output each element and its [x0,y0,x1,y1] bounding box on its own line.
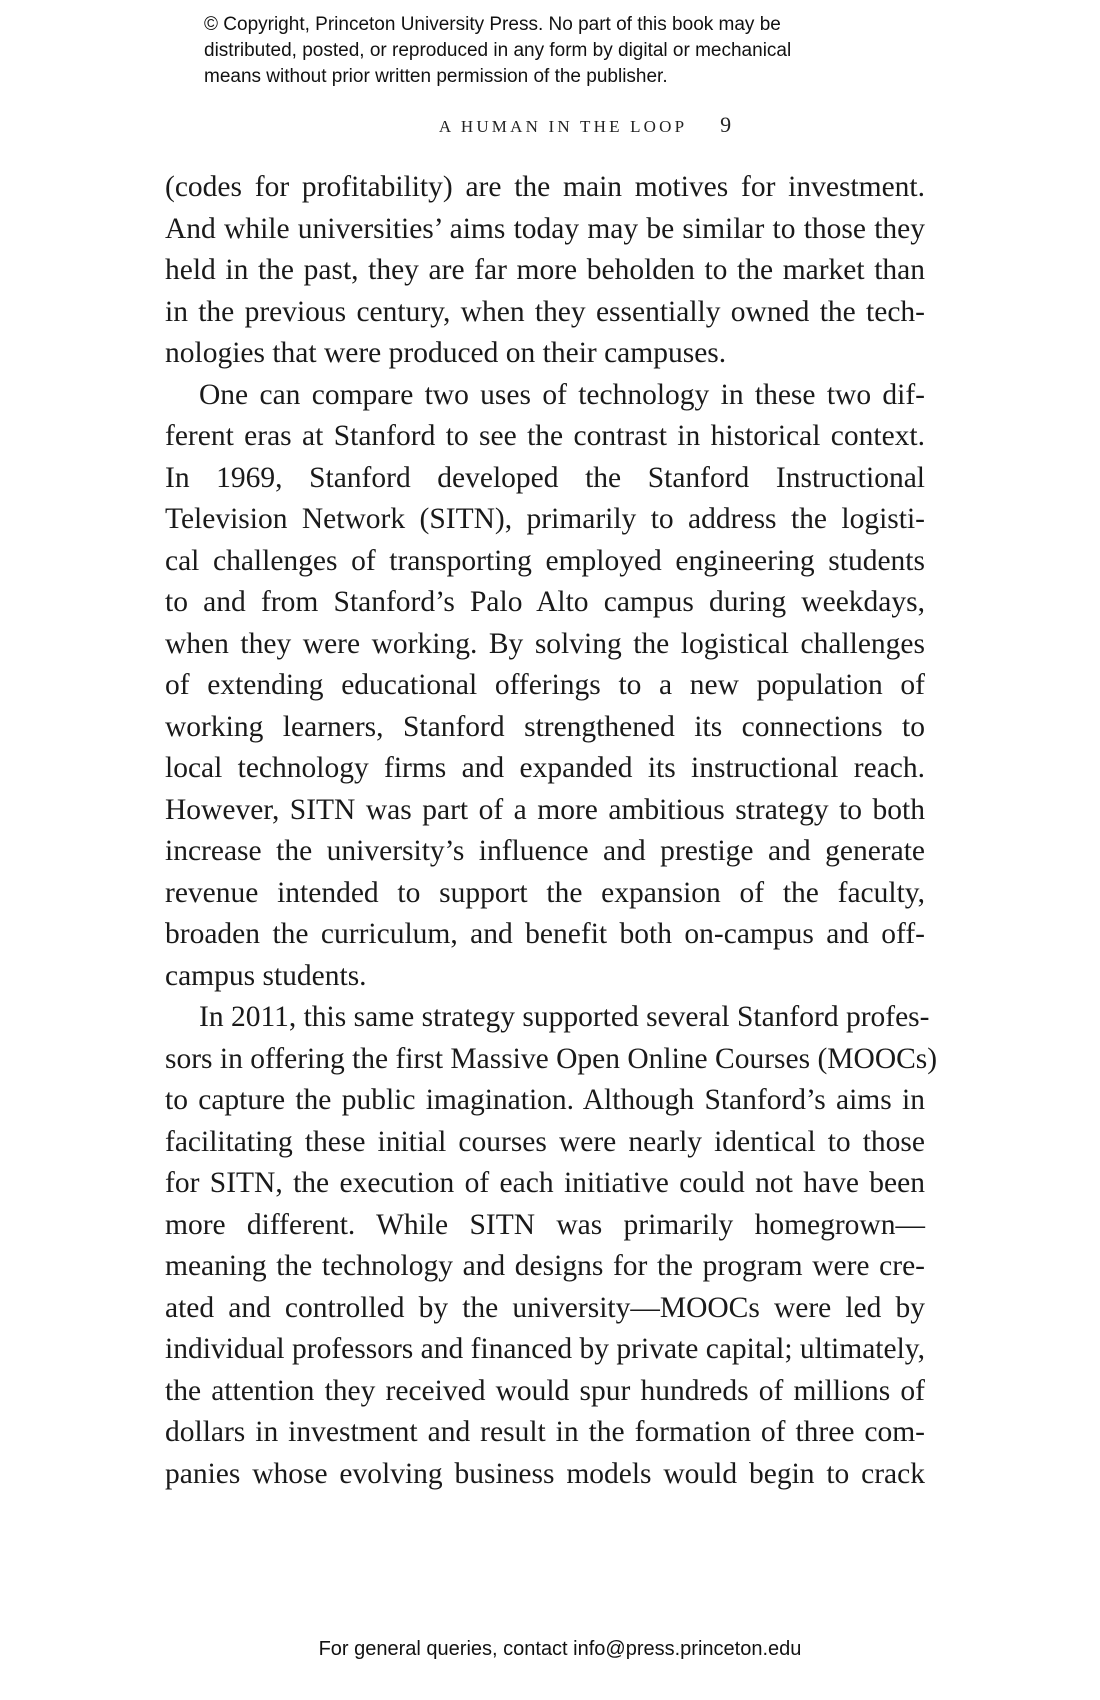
text-line: However, SITN was part of a more ambitious strategy to both [165,793,925,826]
text-line: the attention they received would spur hundreds of millions of [165,1374,925,1407]
text-line: In 1969, Stanford developed the Stanford Instructional [165,461,925,494]
text-line: ferent eras at Stanford to see the contrast in historical context. [165,420,925,452]
text-line: broaden the curriculum, and benefit both on-campus and off- [165,918,925,950]
text-line: Television Network (SITN), primarily to address the logisti- [165,503,925,535]
text-line: revenue intended to support the expansion of the faculty, [165,876,925,909]
text-line: of extending educational offerings to a new population of [165,669,925,701]
body-text [165,167,938,1495]
text-line: nologies that were produced on their campuses. [165,337,727,369]
text-line: ated and controlled by the university—MOOCs were led by [165,1291,925,1324]
text-line: held in the past, they are far more beholden to the market than [165,254,925,286]
text-line: working learners, Stanford strengthened its connections to [165,710,925,743]
text-line: in the previous century, when they essentially owned the tech- [165,295,925,328]
text-line: to and from Stanford’s Palo Alto campus during weekdays, [165,586,925,618]
copyright-notice [204,12,924,90]
page-number: 9 [720,112,732,137]
copyright-line: © Copyright, Princeton University Press. No part of this book may be [204,14,781,35]
text-line: One can compare two uses of technology in these two dif- [199,378,925,411]
text-line: campus students. [165,959,367,992]
text-line: facilitating these initial courses were nearly identical to those [165,1125,925,1158]
text-line: In 2011, this same strategy supported several Stanford profes- [199,1001,930,1033]
running-head-title: A HUMAN IN THE LOOP [438,117,687,136]
text-line: for SITN, the execution of each initiative could not have been [165,1167,925,1199]
text-line: cal challenges of transporting employed engineering students [165,544,925,577]
text-line: And while universities’ aims today may be similar to those they [165,212,925,245]
text-line: meaning the technology and designs for the program were cre- [165,1250,925,1282]
text-line: to capture the public imagination. Although Stanford’s aims in [165,1084,925,1116]
text-line: sors in offering the first Massive Open Online Courses (MOOCs) [165,1042,938,1075]
text-line: panies whose evolving business models would begin to crack [165,1457,925,1490]
text-line: increase the university’s influence and prestige and generate [165,835,925,867]
text-line: local technology firms and expanded its instructional reach. [165,752,925,784]
copyright-line: distributed, posted, or reproduced in any form by digital or mechanical [204,40,792,61]
text-line: dollars in investment and result in the formation of three com- [165,1416,925,1448]
footer-contact: For general queries, contact info@press.princeton.edu [318,1638,802,1660]
text-line: when they were working. By solving the logistical challenges [165,627,925,660]
text-line: more different. While SITN was primarily homegrown— [165,1208,925,1241]
text-line: individual professors and financed by private capital; ultimately, [165,1333,925,1365]
running-head [0,112,1100,138]
copyright-line: means without prior written permission of the publisher. [204,66,668,87]
text-line: (codes for profitability) are the main motives for investment. [165,171,925,203]
